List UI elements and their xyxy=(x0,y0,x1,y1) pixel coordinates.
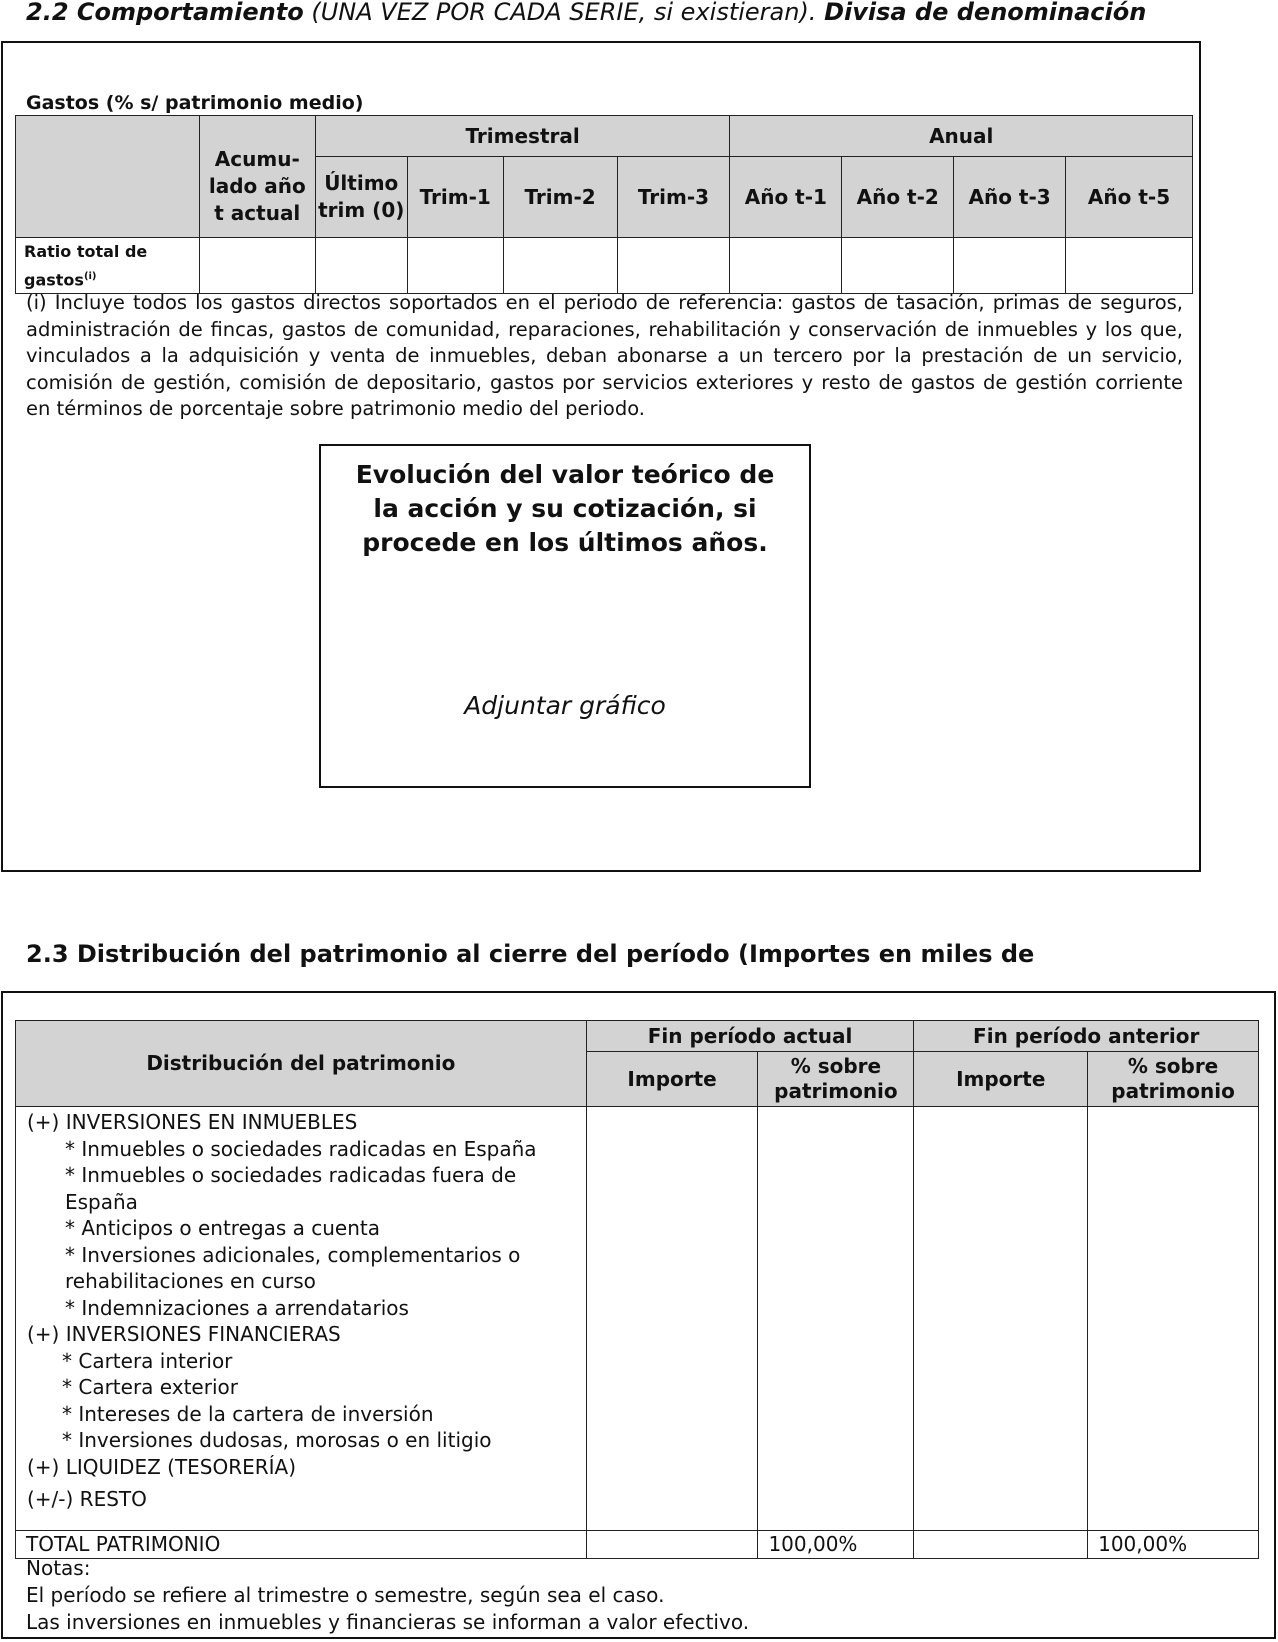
distribucion-table xyxy=(15,1020,1259,1559)
total-importe-anterior[interactable] xyxy=(914,1531,1088,1559)
cell-acumulado[interactable] xyxy=(199,238,315,294)
section-2-2-title xyxy=(26,0,1146,26)
header-ano-t-2: Año t-2 xyxy=(842,157,954,238)
cell-trim-2[interactable] xyxy=(503,238,617,294)
gastos-footnote: (i) Incluye todos los gastos directos soportados en el periodo de referencia: gastos de tasación, primas de seguros, administración de fincas, gastos de comunidad, reparaciones, rehabilitación y conservación de inmuebles y los que, vinculados a la adquisición y venta de inmuebles, deban abonarse a un tercero por la prestación de un servicio, comisión de gestión, comisión de depositario, gastos por servicios exteriores y resto de gastos de gestión corriente en términos de porcentaje sobre patrimonio medio del periodo. xyxy=(26,291,1183,420)
gastos-table xyxy=(15,115,1193,294)
header-acumulado: Acumu-lado año t actual xyxy=(199,116,315,238)
header-anual: Anual xyxy=(730,116,1193,157)
section-2-3-title: 2.3 Distribución del patrimonio al cierre del período (Importes en miles de xyxy=(26,940,1035,968)
cell-trim-1[interactable] xyxy=(407,238,503,294)
header-ultimo-trim: Último trim (0) xyxy=(315,157,407,238)
header-empty-cell xyxy=(16,116,200,238)
chart-placeholder-box xyxy=(319,444,811,788)
title-italic: (UNA VEZ POR CADA SERIE, si existieran). xyxy=(303,0,825,26)
header-trim-1: Trim-1 xyxy=(407,157,503,238)
header-ano-t-1: Año t-1 xyxy=(730,157,842,238)
notes-block xyxy=(26,1555,749,1636)
header-trimestral: Trimestral xyxy=(315,116,730,157)
notes-line-valor: Las inversiones en inmuebles y financieras se informan a valor efectivo. xyxy=(26,1610,750,1634)
cell-importe-anterior[interactable] xyxy=(914,1107,1088,1531)
header-pct-anterior: % sobre patrimonio xyxy=(1088,1052,1259,1107)
header-importe-anterior: Importe xyxy=(914,1052,1088,1107)
distribucion-item: * Intereses de la cartera de inversión xyxy=(62,1401,434,1426)
attach-chart-placeholder: Adjuntar gráfico xyxy=(464,691,666,720)
title-bold-currency: Divisa de denominación xyxy=(824,0,1147,26)
cell-ano-t-1[interactable] xyxy=(730,238,842,294)
gastos-label: Gastos (% s/ patrimonio medio) xyxy=(26,92,364,114)
distribucion-item: * Inmuebles o sociedades radicadas en España xyxy=(65,1136,537,1161)
cell-trim-3[interactable] xyxy=(617,238,730,294)
distribucion-item: (+) INVERSIONES FINANCIERAS xyxy=(27,1322,341,1346)
distribucion-item: * Inversiones adicionales, complementarios o rehabilitaciones en curso xyxy=(65,1242,521,1293)
cell-ultimo-trim[interactable] xyxy=(315,238,407,294)
items-list xyxy=(16,1107,587,1531)
items-row xyxy=(16,1107,1259,1531)
distribucion-item: * Cartera interior xyxy=(62,1348,233,1373)
chart-box-title: Evolución del valor teórico de la acción y su cotización, si procede en los últimos años. xyxy=(355,460,775,557)
cell-pct-anterior[interactable] xyxy=(1088,1107,1259,1531)
total-label: TOTAL PATRIMONIO xyxy=(16,1531,587,1559)
footnote-marker: (i) xyxy=(83,271,97,282)
distribucion-item: * Anticipos o entregas a cuenta xyxy=(65,1216,380,1240)
title-bold: 2.2 Comportamiento xyxy=(26,0,304,26)
distribucion-item: * Inmuebles o sociedades radicadas fuera de España xyxy=(65,1163,517,1214)
ratio-row xyxy=(16,238,1193,294)
distribucion-item: * Indemnizaciones a arrendatarios xyxy=(65,1295,409,1320)
header-trim-3: Trim-3 xyxy=(617,157,730,238)
header-importe-actual: Importe xyxy=(586,1052,758,1107)
distribucion-item: * Cartera exterior xyxy=(62,1375,238,1399)
cell-pct-actual[interactable] xyxy=(758,1107,914,1531)
cell-ano-t-3[interactable] xyxy=(954,238,1066,294)
header-distribucion: Distribución del patrimonio xyxy=(16,1021,587,1107)
distribucion-item: * Inversiones dudosas, morosas o en litigio xyxy=(62,1428,492,1452)
total-pct-actual: 100,00% xyxy=(758,1531,914,1559)
header-fin-periodo-actual: Fin período actual xyxy=(586,1021,914,1052)
distribucion-item: (+/-) RESTO xyxy=(27,1487,147,1511)
distribucion-item: (+) INVERSIONES EN INMUEBLES xyxy=(27,1110,358,1134)
header-ano-t-5: Año t-5 xyxy=(1066,157,1193,238)
header-ano-t-3: Año t-3 xyxy=(954,157,1066,238)
header-trim-2: Trim-2 xyxy=(503,157,617,238)
notes-heading: Notas: xyxy=(26,1556,91,1580)
distribucion-item: (+) LIQUIDEZ (TESORERÍA) xyxy=(27,1454,297,1479)
header-pct-actual: % sobre patrimonio xyxy=(758,1052,914,1107)
ratio-row-label: Ratio total de gastos$^{(i)}$ xyxy=(16,238,200,294)
cell-importe-actual[interactable] xyxy=(586,1107,758,1531)
cell-ano-t-5[interactable] xyxy=(1066,238,1193,294)
total-pct-anterior: 100,00% xyxy=(1088,1531,1259,1559)
notes-line-periodo: El período se refiere al trimestre o semestre, según sea el caso. xyxy=(26,1583,665,1607)
cell-ano-t-2[interactable] xyxy=(842,238,954,294)
header-fin-periodo-anterior: Fin período anterior xyxy=(914,1021,1259,1052)
